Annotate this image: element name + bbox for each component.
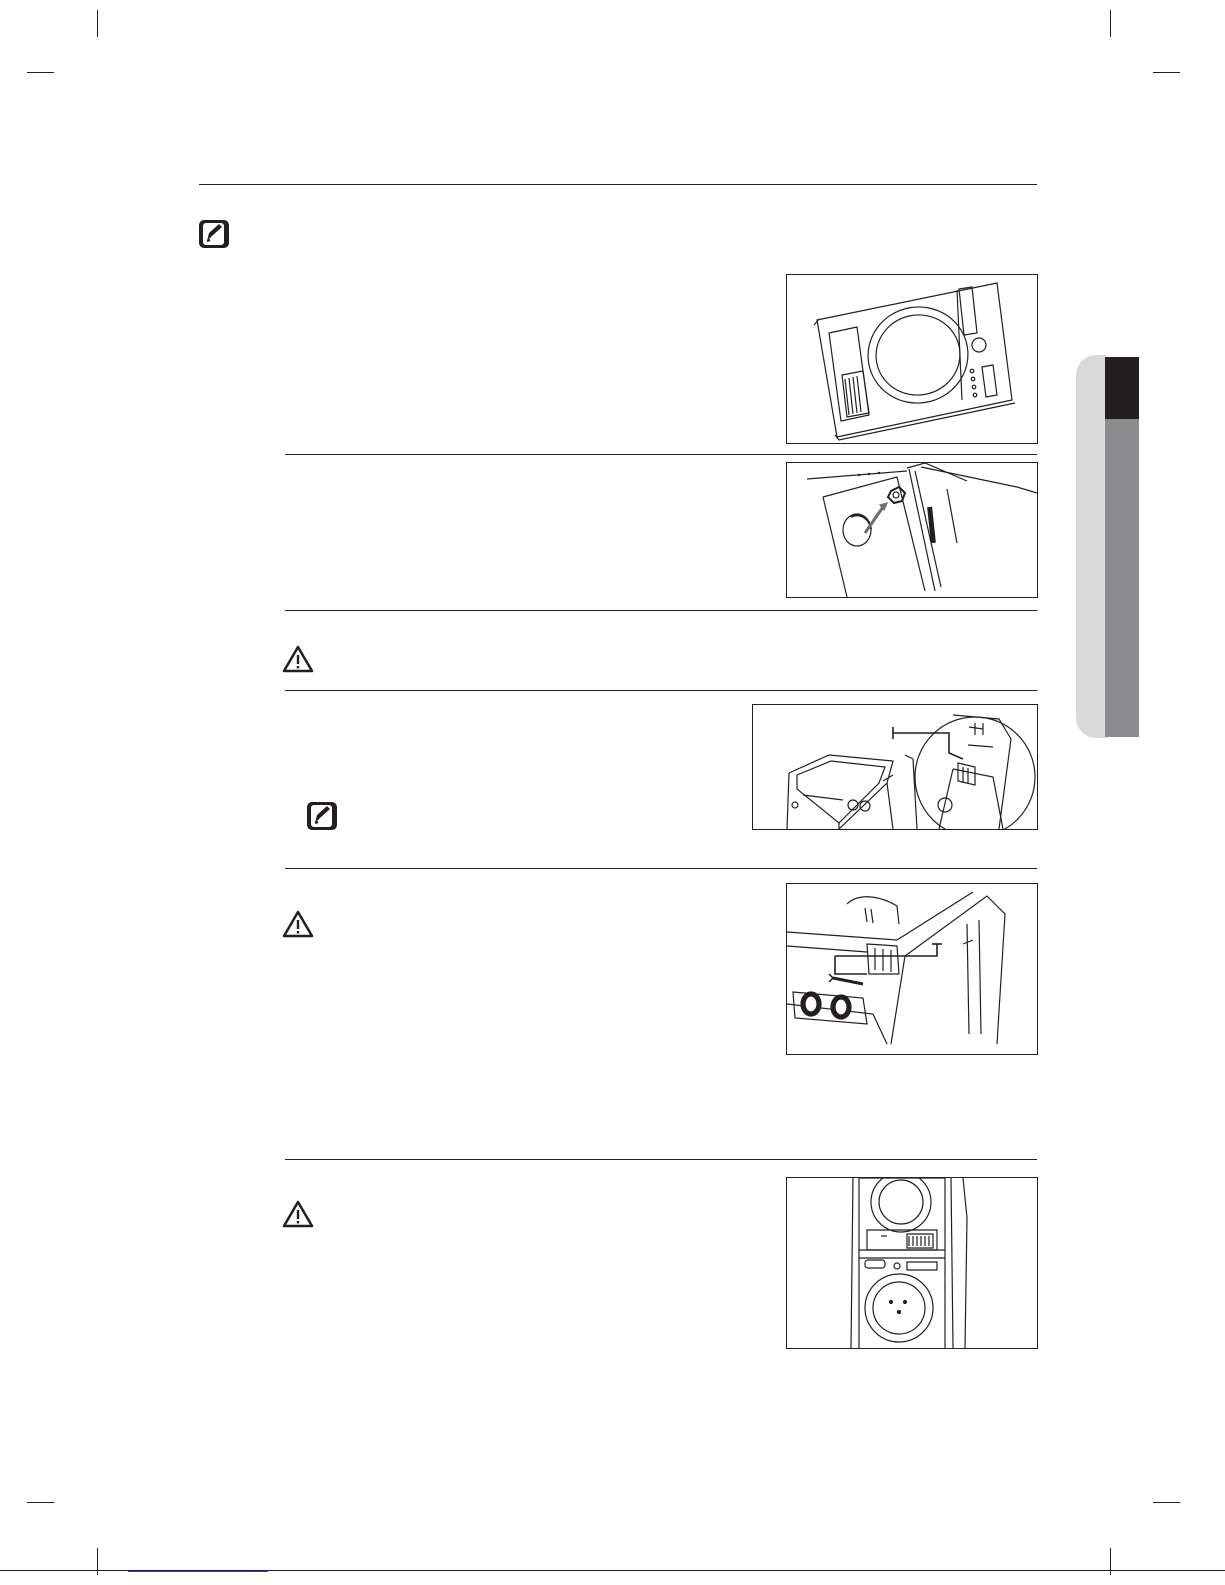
footer-link-underline[interactable] [128,1571,268,1572]
crop-mark-bottom-left-h [27,1502,54,1503]
stacked-washer-dryer-illustration [786,1177,1038,1349]
crop-mark-top-left-h [27,72,54,73]
dryer-side-illustration [786,462,1038,598]
crop-mark-bottom-right-h [1153,1502,1180,1503]
side-tab-active-marker [1105,357,1139,419]
warning-triangle-icon [282,1200,314,1228]
crop-mark-top-right [1110,10,1111,37]
note-pencil-icon [306,801,338,831]
section-rule-4 [285,868,1037,869]
section-rule-3 [285,690,1037,691]
header-rule [199,184,1037,185]
screw-illustration [786,883,1038,1055]
crop-mark-top-left [97,10,98,37]
side-tab-background [1076,355,1106,738]
warning-triangle-icon [282,910,314,938]
section-rule-1 [285,454,1037,455]
section-rule-2 [285,610,1037,611]
note-pencil-icon [198,219,230,249]
crop-mark-top-right-h [1153,72,1180,73]
warning-triangle-icon [282,645,314,673]
section-rule-5 [285,1159,1037,1160]
bracket-illustration [752,704,1038,830]
side-tab-section [1105,419,1139,737]
dryer-top-illustration [786,274,1038,444]
